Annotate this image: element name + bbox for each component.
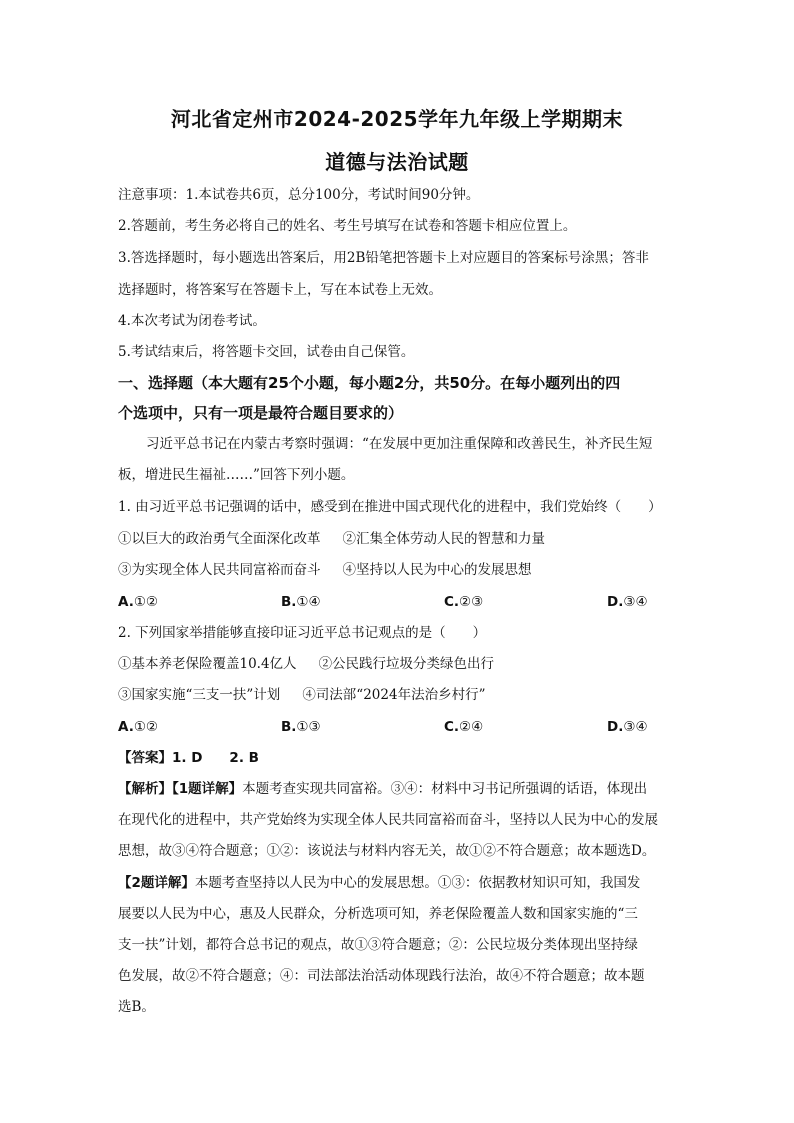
passage-line: 习近平总书记在内蒙古考察时强调：“在发展中更加注重保障和改善民生，补齐民生短	[146, 436, 653, 452]
section-heading: 一、选择题（本大题有25个小题，每小题2分，共50分。在每小题列出的四	[118, 374, 621, 392]
statement: ④司法部“2024年法治乡村行”	[302, 687, 486, 703]
statement: ②汇集全体劳动人民的智慧和力量	[342, 531, 545, 547]
answer-line	[118, 748, 259, 768]
note-line: 2.答题前，考生务必将自己的姓名、考生号填写在试卷和答题卡相应位置上。	[118, 218, 577, 234]
option-c[interactable]: C.②④	[444, 719, 484, 735]
note-line: 选择题时，将答案写在答题卡上，写在本试卷上无效。	[118, 282, 442, 298]
statement: ③国家实施“三支一扶”计划	[118, 687, 281, 703]
note-line: 5.考试结束后，将答题卡交回，试卷由自己保管。	[118, 344, 415, 360]
analysis-line: 支一扶”计划，都符合总书记的观点，故①③符合题意；②：公民垃圾分类体现出坚持绿	[118, 937, 638, 953]
option-c[interactable]: C.②③	[444, 594, 484, 610]
analysis-line: 选B。	[118, 999, 155, 1015]
answer-label: 【答案】	[118, 750, 172, 766]
option-a[interactable]: A.①②	[118, 594, 159, 610]
statement: ②公民践行垃圾分类绿色出行	[318, 656, 495, 672]
analysis-tag-1: 【1题详解】	[172, 781, 243, 797]
option-b[interactable]: B.①③	[281, 719, 321, 735]
question-1-stem: 1. 由习近平总书记强调的话中，感受到在推进中国式现代化的进程中，我们党始终（ ）	[118, 499, 662, 515]
statement: ①基本养老保险覆盖10.4亿人	[118, 656, 297, 672]
analysis-line: 色发展，故②不符合题意；④：司法部法治活动体现践行法治，故④不符合题意；故本题	[118, 968, 645, 984]
passage-line: 板，增进民生福祉……”回答下列小题。	[118, 467, 355, 483]
section-heading: 个选项中，只有一项是最符合题目要求的）	[118, 404, 404, 422]
answer-text: 1. D 2. B	[172, 750, 259, 766]
option-a[interactable]: A.①②	[118, 719, 159, 735]
question-2-statements	[118, 685, 485, 705]
option-d[interactable]: D.③④	[607, 719, 648, 735]
statement: ③为实现全体人民共同富裕而奋斗	[118, 562, 321, 578]
note-line: 3.答选择题时，每小题选出答案后，用2B铅笔把答题卡上对应题目的答案标号涂黑；答非	[118, 250, 649, 266]
analysis-line: 【解析】【1题详解】本题考查实现共同富裕。③④：材料中习书记所强调的话语，体现出	[118, 781, 648, 797]
question-1-statements	[118, 560, 532, 580]
question-1-statements	[118, 529, 545, 549]
analysis-line: 【2题详解】本题考查坚持以人民为中心的发展思想。①③：依据教材知识可知，我国发	[118, 875, 641, 891]
question-2-statements	[118, 654, 494, 674]
analysis-tag-2: 【2题详解】	[118, 875, 195, 891]
note-line: 4.本次考试为闭卷考试。	[118, 313, 266, 329]
analysis-line: 思想，故③④符合题意；①②：该说法与材料内容无关，故①②不符合题意；故本题选D。	[118, 843, 656, 859]
analysis-line: 在现代化的进程中，共产党始终为实现全体人民共同富裕而奋斗，坚持以人民为中心的发展	[118, 812, 658, 828]
analysis-line: 展要以人民为中心，惠及人民群众，分析选项可知，养老保险覆盖人数和国家实施的“三	[118, 906, 638, 922]
note-line: 注意事项：1.本试卷共6页，总分100分，考试时间90分钟。	[118, 187, 480, 203]
analysis-label: 【解析】	[118, 781, 172, 797]
statement: ④坚持以人民为中心的发展思想	[342, 562, 532, 578]
statement: ①以巨大的政治勇气全面深化改革	[118, 531, 321, 547]
option-b[interactable]: B.①④	[281, 594, 321, 610]
option-d[interactable]: D.③④	[607, 594, 648, 610]
exam-subject-title: 道德与法治试题	[325, 150, 469, 174]
exam-title: 河北省定州市2024-2025学年九年级上学期期末	[170, 107, 624, 131]
question-2-stem: 2. 下列国家举措能够直接印证习近平总书记观点的是（ ）	[118, 625, 487, 641]
